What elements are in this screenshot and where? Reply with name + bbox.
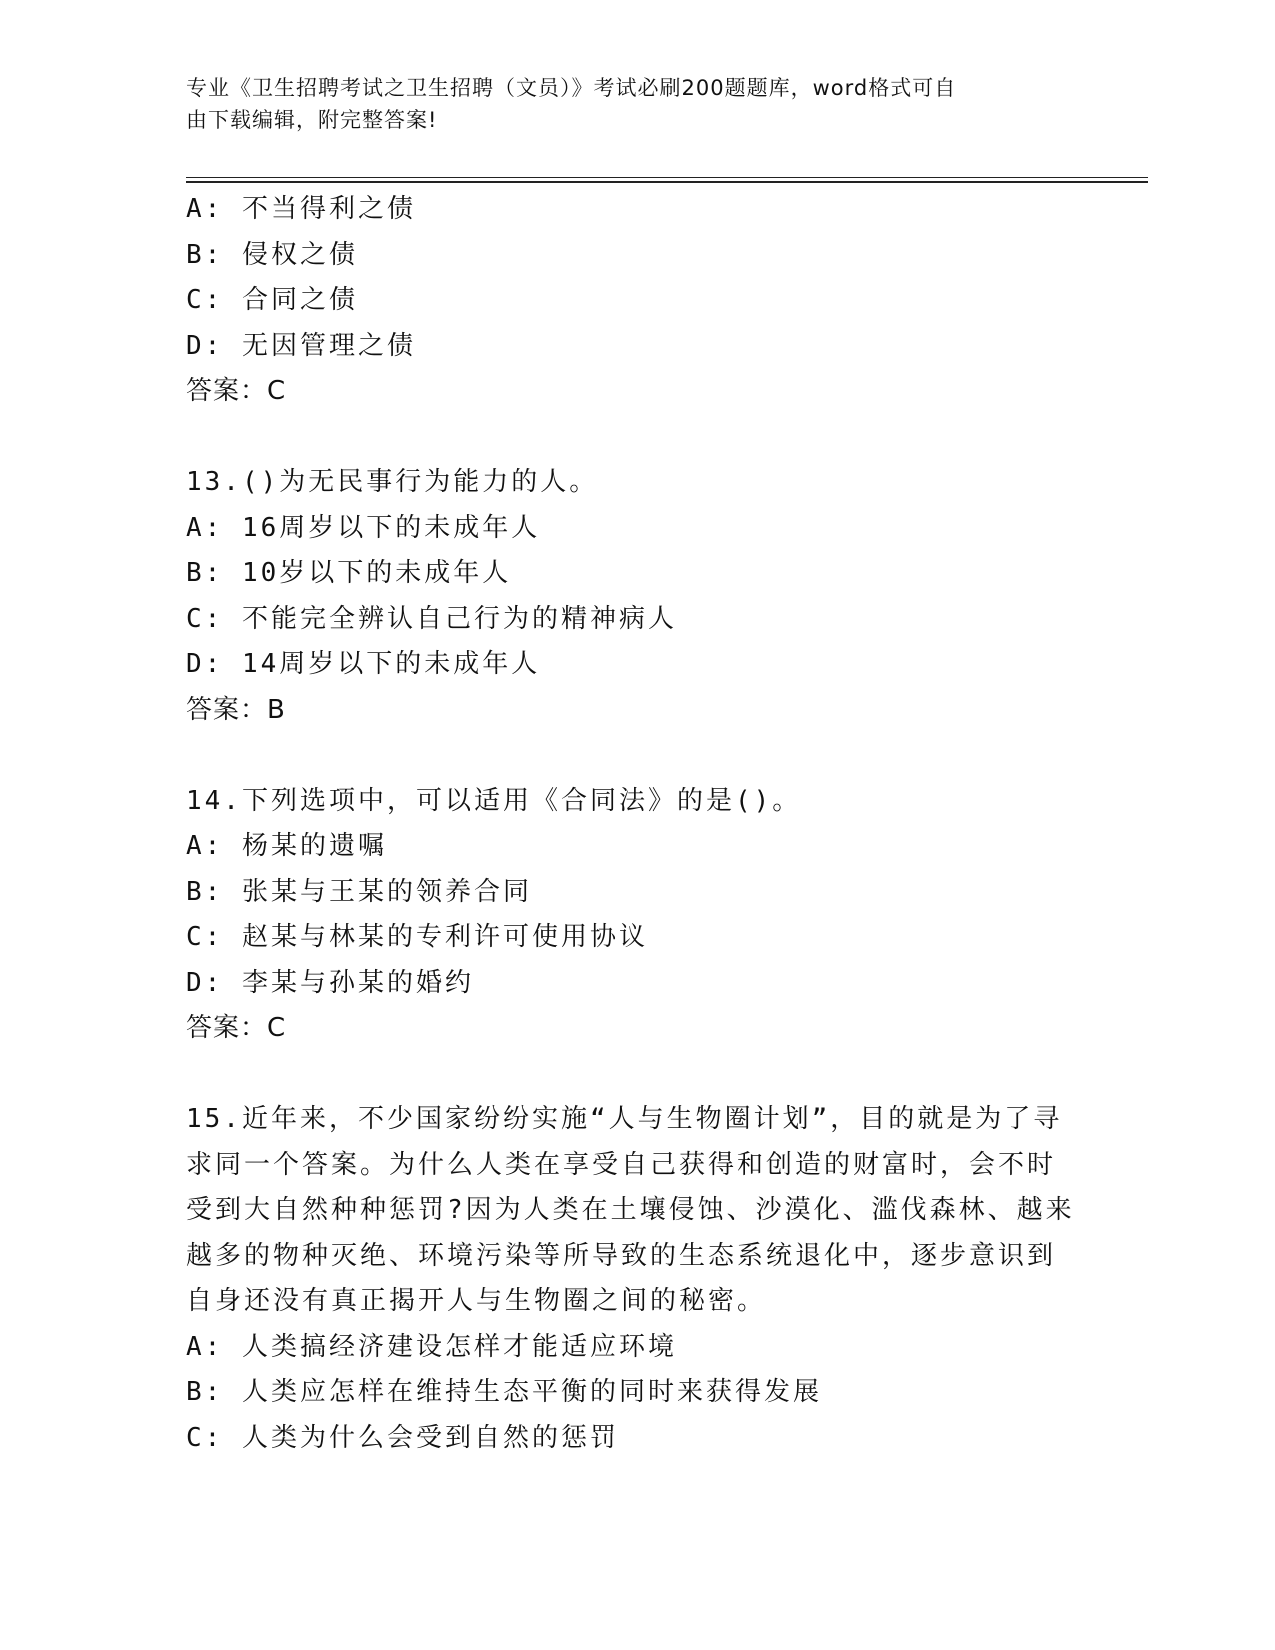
question-text-line-5: 自身还没有真正揭开人与生物圈之间的秘密。 [186,1286,767,1316]
option-c: C: 人类为什么会受到自然的惩罚 [186,1422,619,1453]
header-title-line-2: 由下载编辑，附完整答案! [186,108,438,132]
header-title-line-1: 专业《卫生招聘考试之卫生招聘（文员）》考试必刷200题题库，word格式可自 [186,76,957,100]
option-d: D: 李某与孙某的婚约 [186,967,474,998]
option-b: B: 人类应怎样在维持生态平衡的同时来获得发展 [186,1377,822,1407]
answer-line: 答案：C [186,376,287,406]
question-list [186,187,1086,1461]
question-text: 14.下列选项中，可以适用《合同法》的是()。 [186,785,802,816]
option-a: A: 杨某的遗嘱 [186,831,387,861]
answer-line: 答案：C [186,1013,287,1043]
option-d: D: 无因管理之债 [186,330,416,361]
question-text: 13.()为无民事行为能力的人。 [186,467,599,497]
option-d: D: 14周岁以下的未成年人 [186,649,541,679]
option-c: C: 赵某与林某的专利许可使用协议 [186,922,648,952]
question-text-line-4: 越多的物种灭绝、环境污染等所导致的生态系统退化中，逐步意识到 [186,1240,1057,1271]
question-13 [186,460,1086,733]
option-a: A: 16周岁以下的未成年人 [186,512,541,543]
option-c: C: 合同之债 [186,285,358,315]
header-divider-thin [186,177,1148,178]
option-b: B: 张某与王某的领养合同 [186,876,532,907]
document-header [186,72,1066,136]
option-a: A: 不当得利之债 [186,194,416,224]
question-15 [186,1097,1086,1461]
question-14 [186,779,1086,1052]
spacer [186,415,1086,461]
question-text-line-3: 受到大自然种种惩罚?因为人类在土壤侵蚀、沙漠化、滥伐森林、越来 [186,1195,1075,1225]
option-b: B: 侵权之债 [186,239,358,270]
option-c: C: 不能完全辨认自己行为的精神病人 [186,603,677,634]
option-b: B: 10岁以下的未成年人 [186,558,512,588]
option-a: A: 人类搞经济建设怎样才能适应环境 [186,1331,677,1362]
header-divider-thick [186,181,1148,183]
answer-line: 答案：B [186,694,286,725]
question-text-line-2: 求同一个答案。为什么人类在享受自己获得和创造的财富时，会不时 [186,1149,1057,1180]
spacer [186,1052,1086,1098]
question-12 [186,187,1086,415]
spacer [186,733,1086,779]
question-text-line-1: 15.近年来，不少国家纷纷实施“人与生物圈计划”，目的就是为了寻 [186,1104,1063,1134]
